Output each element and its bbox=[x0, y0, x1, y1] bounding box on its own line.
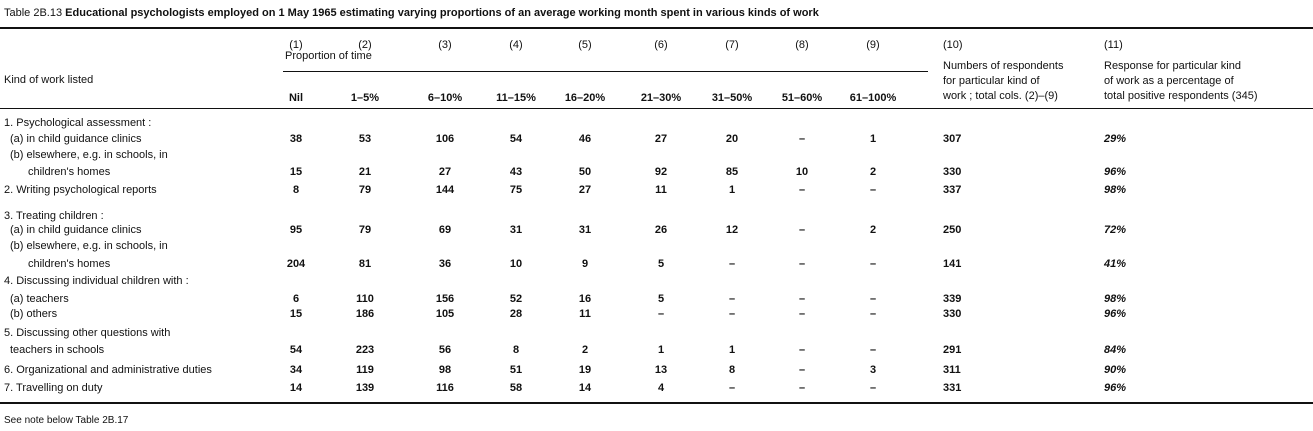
cell-value: 36 bbox=[438, 258, 452, 270]
cell-value: 1 bbox=[657, 344, 665, 356]
col-percent-header: 11–15% bbox=[496, 92, 536, 104]
cell-value: 75 bbox=[509, 184, 523, 196]
cell-value: 5 bbox=[657, 258, 665, 270]
cell-value: – bbox=[798, 293, 806, 305]
cell-value: – bbox=[798, 133, 806, 145]
cell-value: 5 bbox=[657, 293, 665, 305]
cell-value: 223 bbox=[355, 344, 375, 356]
row-label: (a) teachers bbox=[10, 293, 69, 305]
cell-value: – bbox=[798, 258, 806, 270]
cell-total: 330 bbox=[943, 308, 962, 320]
col-number: (5) bbox=[578, 39, 592, 51]
row-label: (a) in child guidance clinics bbox=[10, 224, 142, 236]
cell-percentage: 98% bbox=[1104, 184, 1127, 196]
cell-total: 141 bbox=[943, 258, 962, 270]
cell-value: – bbox=[869, 184, 877, 196]
row-label: (b) others bbox=[10, 308, 58, 320]
cell-value: 2 bbox=[869, 166, 877, 178]
table-caption: Educational psychologists employed on 1 May 1965 estimating varying proportions of an average working month spent in various kinds of work bbox=[65, 7, 819, 19]
cell-value: 3 bbox=[869, 364, 877, 376]
kind-of-work-header: Kind of work listed bbox=[4, 74, 94, 86]
col-number: (6) bbox=[654, 39, 668, 51]
cell-value: – bbox=[728, 382, 736, 394]
bottom-rule bbox=[0, 402, 1313, 404]
col-number: (1) bbox=[289, 39, 303, 51]
cell-value: 46 bbox=[578, 133, 592, 145]
cell-value: 15 bbox=[289, 308, 303, 320]
cell-value: 38 bbox=[289, 133, 303, 145]
col-percent-header: 6–10% bbox=[427, 92, 463, 104]
cell-value: 1 bbox=[728, 344, 736, 356]
cell-value: 16 bbox=[578, 293, 592, 305]
table-title bbox=[4, 7, 819, 19]
cell-total: 250 bbox=[943, 224, 962, 236]
proportion-header: Proportion of time bbox=[285, 50, 372, 62]
col-number: (8) bbox=[795, 39, 809, 51]
cell-total: 339 bbox=[943, 293, 962, 305]
col10-number: (10) bbox=[943, 39, 963, 51]
cell-total: 307 bbox=[943, 133, 962, 145]
cell-value: 11 bbox=[655, 184, 667, 196]
cell-value: 92 bbox=[654, 166, 668, 178]
col-number: (4) bbox=[509, 39, 523, 51]
cell-value: 27 bbox=[578, 184, 592, 196]
row-label: 4. Discussing individual children with : bbox=[4, 275, 189, 287]
cell-value: 31 bbox=[509, 224, 523, 236]
row-label: (b) elsewhere, e.g. in schools, in bbox=[10, 149, 168, 161]
col10-line3: work ; total cols. (2)–(9) bbox=[943, 90, 1058, 102]
cell-value: 21 bbox=[358, 166, 372, 178]
cell-value: 31 bbox=[578, 224, 592, 236]
cell-value: – bbox=[869, 344, 877, 356]
cell-value: – bbox=[728, 308, 736, 320]
cell-value: 69 bbox=[438, 224, 452, 236]
cell-value: 10 bbox=[795, 166, 809, 178]
cell-value: – bbox=[798, 224, 806, 236]
cell-value: 2 bbox=[869, 224, 877, 236]
cell-percentage: 90% bbox=[1104, 364, 1127, 376]
cell-value: 79 bbox=[358, 224, 372, 236]
top-rule bbox=[0, 27, 1313, 29]
cell-value: 95 bbox=[289, 224, 303, 236]
cell-value: – bbox=[798, 184, 806, 196]
col-percent-header: 1–5% bbox=[350, 92, 380, 104]
row-label: 2. Writing psychological reports bbox=[4, 184, 157, 196]
cell-value: 26 bbox=[654, 224, 668, 236]
col11-line2: of work as a percentage of bbox=[1104, 75, 1234, 87]
row-label: children's homes bbox=[28, 258, 111, 270]
table-number: Table 2B.13 bbox=[4, 7, 63, 19]
cell-value: 19 bbox=[578, 364, 592, 376]
col10-line2: for particular kind of bbox=[943, 75, 1040, 87]
cell-value: 10 bbox=[509, 258, 523, 270]
cell-percentage: 41% bbox=[1104, 258, 1127, 270]
cell-percentage: 72% bbox=[1104, 224, 1127, 236]
col10-line1: Numbers of respondents bbox=[943, 60, 1064, 72]
cell-value: 28 bbox=[509, 308, 523, 320]
cell-value: – bbox=[869, 258, 877, 270]
cell-percentage: 84% bbox=[1104, 344, 1127, 356]
row-label: teachers in schools bbox=[10, 344, 105, 356]
cell-value: – bbox=[798, 364, 806, 376]
cell-value: 9 bbox=[581, 258, 589, 270]
col-percent-header: 61–100% bbox=[849, 92, 897, 104]
cell-value: 119 bbox=[356, 364, 374, 376]
col-number: (3) bbox=[438, 39, 452, 51]
cell-value: – bbox=[728, 258, 736, 270]
col-percent-header: 51–60% bbox=[781, 92, 823, 104]
cell-value: 52 bbox=[509, 293, 523, 305]
cell-value: 105 bbox=[435, 308, 455, 320]
cell-value: 14 bbox=[578, 382, 592, 394]
cell-value: 1 bbox=[869, 133, 877, 145]
col-percent-header: 31–50% bbox=[711, 92, 753, 104]
cell-total: 291 bbox=[943, 344, 962, 356]
cell-value: 81 bbox=[358, 258, 372, 270]
cell-value: 34 bbox=[289, 364, 303, 376]
cell-value: 98 bbox=[438, 364, 452, 376]
cell-total: 331 bbox=[943, 382, 962, 394]
cell-value: 53 bbox=[358, 133, 372, 145]
cell-value: 186 bbox=[355, 308, 375, 320]
cell-total: 311 bbox=[943, 364, 961, 376]
cell-value: 56 bbox=[438, 344, 452, 356]
col11-line3: total positive respondents (345) bbox=[1104, 90, 1258, 102]
cell-total: 337 bbox=[943, 184, 962, 196]
cell-value: 4 bbox=[657, 382, 665, 394]
row-label: (a) in child guidance clinics bbox=[10, 133, 142, 145]
row-label: children's homes bbox=[28, 166, 111, 178]
cell-value: 58 bbox=[509, 382, 523, 394]
cell-value: 8 bbox=[292, 184, 300, 196]
cell-value: – bbox=[728, 293, 736, 305]
row-label: 3. Treating children : bbox=[4, 210, 104, 222]
cell-value: 139 bbox=[355, 382, 375, 394]
cell-value: 54 bbox=[289, 344, 303, 356]
col11-line1: Response for particular kind bbox=[1104, 60, 1241, 72]
cell-value: 51 bbox=[509, 364, 523, 376]
proportion-rule bbox=[283, 71, 928, 72]
row-label: 1. Psychological assessment : bbox=[4, 117, 152, 129]
cell-percentage: 96% bbox=[1104, 166, 1127, 178]
cell-value: – bbox=[798, 308, 806, 320]
cell-value: – bbox=[657, 308, 665, 320]
cell-value: 27 bbox=[438, 166, 452, 178]
cell-value: 11 bbox=[579, 308, 591, 320]
cell-value: 14 bbox=[289, 382, 303, 394]
col11-number: (11) bbox=[1104, 39, 1123, 51]
cell-value: 204 bbox=[286, 258, 306, 270]
cell-value: – bbox=[869, 382, 877, 394]
cell-percentage: 96% bbox=[1104, 382, 1127, 394]
cell-value: 1 bbox=[728, 184, 736, 196]
cell-value: 85 bbox=[725, 166, 739, 178]
cell-total: 330 bbox=[943, 166, 962, 178]
cell-value: 110 bbox=[356, 293, 374, 305]
cell-value: – bbox=[798, 344, 806, 356]
cell-value: 43 bbox=[509, 166, 523, 178]
cell-value: – bbox=[869, 308, 877, 320]
cell-percentage: 98% bbox=[1104, 293, 1127, 305]
cell-value: – bbox=[798, 382, 806, 394]
cell-value: 2 bbox=[581, 344, 589, 356]
cell-value: 156 bbox=[435, 293, 455, 305]
table-note: See note below Table 2B.17 bbox=[4, 415, 129, 426]
cell-value: 12 bbox=[725, 224, 739, 236]
cell-percentage: 96% bbox=[1104, 308, 1127, 320]
col-percent-header: 16–20% bbox=[564, 92, 606, 104]
cell-value: 6 bbox=[292, 293, 300, 305]
cell-value: 144 bbox=[435, 184, 455, 196]
col-number: (2) bbox=[358, 39, 372, 51]
header-rule bbox=[0, 108, 1313, 109]
cell-value: 27 bbox=[654, 133, 668, 145]
col-number: (9) bbox=[866, 39, 880, 51]
row-label: 5. Discussing other questions with bbox=[4, 327, 171, 339]
row-label: (b) elsewhere, e.g. in schools, in bbox=[10, 240, 168, 252]
cell-value: – bbox=[869, 293, 877, 305]
row-label: 7. Travelling on duty bbox=[4, 382, 103, 394]
cell-value: 79 bbox=[358, 184, 372, 196]
cell-value: 50 bbox=[578, 166, 592, 178]
col-percent-header: Nil bbox=[288, 92, 304, 104]
cell-value: 15 bbox=[289, 166, 303, 178]
cell-value: 20 bbox=[725, 133, 739, 145]
cell-value: 8 bbox=[512, 344, 520, 356]
row-label: 6. Organizational and administrative duties bbox=[4, 364, 212, 376]
cell-value: 13 bbox=[654, 364, 668, 376]
cell-value: 116 bbox=[436, 382, 454, 394]
cell-value: 106 bbox=[435, 133, 455, 145]
cell-value: 8 bbox=[728, 364, 736, 376]
col-percent-header: 21–30% bbox=[640, 92, 682, 104]
col-number: (7) bbox=[725, 39, 739, 51]
cell-value: 54 bbox=[509, 133, 523, 145]
cell-percentage: 29% bbox=[1104, 133, 1127, 145]
